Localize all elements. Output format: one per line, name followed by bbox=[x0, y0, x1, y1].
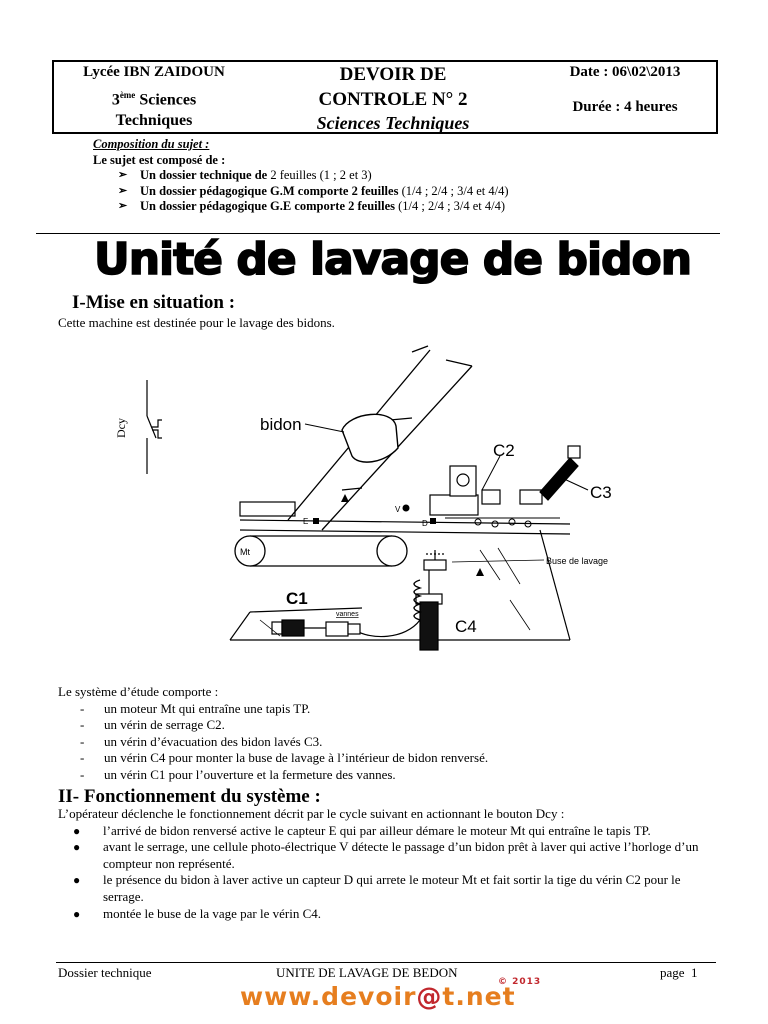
date-column bbox=[532, 62, 718, 132]
exam-date: Date : 06\02\2013 bbox=[569, 64, 681, 80]
cylinder-c4 bbox=[416, 570, 442, 650]
section1-heading: I-Mise en situation : bbox=[72, 292, 236, 313]
cylinder-c1 bbox=[272, 620, 360, 636]
bidon-shape bbox=[342, 414, 398, 462]
belt-conveyor bbox=[235, 536, 407, 566]
composition-block bbox=[93, 137, 509, 215]
list-item: ● l’arrivé de bidon renversé active le capteur E qui par ailleur démare le moteur Mt qui entraîne le tapis TP. bbox=[73, 822, 651, 838]
exam-duration: Durée : 4 heures bbox=[572, 99, 678, 115]
cylinder-c3 bbox=[520, 446, 580, 504]
list-item: - un vérin de serrage C2. bbox=[80, 717, 225, 733]
footer-center: UNITE DE LAVAGE DE BEDON bbox=[276, 965, 458, 980]
header-box bbox=[52, 60, 718, 134]
sensor-v bbox=[403, 505, 410, 512]
list-item: - un vérin C1 pour l’ouverture et la fermeture des vannes. bbox=[80, 766, 396, 782]
composition-intro: Le sujet est composé de : bbox=[93, 152, 226, 167]
exam-subject: Sciences Techniques bbox=[316, 113, 470, 133]
list-item: ➢ Un dossier pédagogique G.E comporte 2 feuilles (1/4 ; 2/4 ; 3/4 et 4/4) bbox=[118, 199, 506, 214]
list-item: ➢ Un dossier pédagogique G.M comporte 2 feuilles (1/4 ; 2/4 ; 3/4 et 4/4) bbox=[118, 183, 509, 198]
list-item: - un vérin C4 pour monter la buse de lavage à l’intérieur de bidon renversé. bbox=[80, 750, 489, 766]
bidon-leader bbox=[305, 424, 344, 432]
sensor-v-label: V bbox=[395, 505, 401, 514]
arrow-mark bbox=[476, 568, 484, 576]
mt-label: Mt bbox=[240, 547, 250, 557]
footer-left: Dossier technique bbox=[58, 965, 152, 980]
buse-label: Buse de lavage bbox=[546, 556, 609, 566]
c2-leader bbox=[482, 456, 500, 490]
vannes-label: vannes bbox=[336, 611, 359, 618]
sensor-d-label: D bbox=[422, 519, 428, 528]
functioning-block bbox=[58, 806, 708, 922]
functioning-intro: L’opérateur déclenche le fonctionnement décrit par le cycle suivant en actionnant le bouton Dcy : bbox=[58, 806, 565, 821]
composition-list bbox=[93, 168, 509, 215]
system-list bbox=[58, 701, 488, 784]
c2-label: C2 bbox=[493, 441, 515, 460]
buse-leader bbox=[452, 560, 544, 562]
list-item: ● avant le serrage, une cellule photo-électrique V détecte le passage d’un bidon prêt à laver qui active l’horloge d’un compteur non représenté. bbox=[73, 839, 699, 871]
school-column bbox=[54, 62, 254, 132]
c3-leader bbox=[562, 478, 588, 490]
machine-diagram bbox=[100, 340, 690, 685]
cylinder-c2 bbox=[430, 466, 500, 515]
c1-label: C1 bbox=[286, 589, 308, 608]
page-number: page 1 bbox=[660, 965, 698, 980]
footer-divider bbox=[56, 962, 716, 963]
functioning-list bbox=[58, 823, 708, 923]
washing-nozzle bbox=[424, 550, 446, 570]
class-name: 3ème Sciences Techniques bbox=[111, 90, 197, 130]
arrow-mark bbox=[341, 494, 349, 502]
page-title: Unité de lavage de bidon bbox=[94, 234, 692, 285]
system-intro: Le système d’étude comporte : bbox=[58, 684, 219, 699]
conveyor-frame bbox=[230, 502, 570, 640]
system-block bbox=[58, 684, 488, 784]
sensor-e-label: E bbox=[303, 517, 309, 526]
list-item: ● le présence du bidon à laver active un capteur D qui arrete le moteur Mt et fait sortir la tige du vérin C2 pour le serrage. bbox=[73, 872, 681, 904]
bidon-label: bidon bbox=[260, 415, 302, 434]
sensor-e bbox=[313, 518, 319, 524]
section2-heading: II- Fonctionnement du système : bbox=[58, 786, 321, 807]
dcy-switch bbox=[147, 380, 162, 474]
sensor-d bbox=[430, 518, 436, 524]
section1-text: Cette machine est destinée pour le lavage des bidons. bbox=[58, 315, 335, 330]
school-name: Lycée IBN ZAIDOUN bbox=[83, 64, 225, 80]
c3-label: C3 bbox=[590, 483, 612, 502]
composition-title: Composition du sujet : bbox=[93, 137, 210, 151]
exam-column bbox=[290, 62, 496, 132]
list-item: - un vérin d’évacuation des bidon lavés C3. bbox=[80, 733, 323, 749]
exam-title-line2: CONTROLE N° 2 bbox=[318, 89, 468, 110]
dcy-label: Dcy bbox=[114, 418, 128, 438]
hose bbox=[355, 620, 420, 637]
exam-title-line1: DEVOIR DE bbox=[339, 64, 447, 85]
watermark: www.devoir@t.net © 2013 bbox=[240, 977, 542, 1011]
c4-label: C4 bbox=[455, 617, 477, 636]
list-item: - un moteur Mt qui entraîne une tapis TP. bbox=[80, 700, 311, 716]
list-item: ➢ Un dossier technique de 2 feuilles (1 ; 2 et 3) bbox=[118, 168, 372, 183]
list-item: ● montée le buse de la vage par le vérin C4. bbox=[73, 905, 322, 921]
